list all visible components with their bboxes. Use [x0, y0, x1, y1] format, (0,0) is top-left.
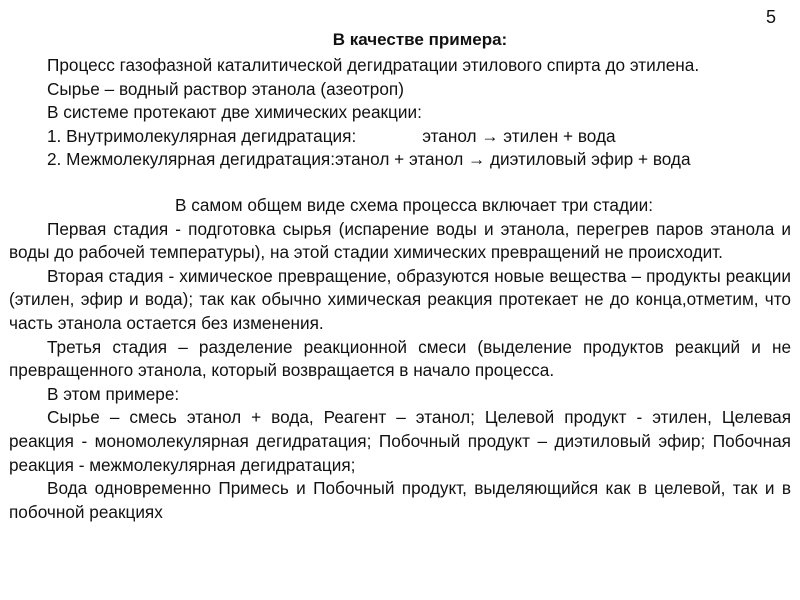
intro-process-paragraph: Процесс газофазной каталитической дегидратации этилового спирта до этилена. — [47, 55, 700, 75]
stages-intro-paragraph: В самом общем виде схема процесса включает три стадии: — [175, 194, 653, 215]
stage-1-paragraph: Первая стадия - подготовка сырья (испарение воды и этанола, перегрев паров этанола и воды до рабочей температуры), на этой стадии химических превращений не происходит. — [9, 218, 791, 263]
reaction-2 — [9, 148, 791, 172]
water-note-paragraph: Вода одновременно Примесь и Побочный продукт, выделяющийся как в целевой, так и в побочной реакциях — [9, 478, 791, 522]
reaction-1-equation: этанол → этилен + вода — [422, 125, 616, 146]
stage-2-paragraph: Вторая стадия - химическое превращение, образуются новые вещества – продукты реакции (этилен, эфир и вода); так как обычно химическая реакция протекает не до конца,отметим, что часть этанола остается без изменения. — [9, 265, 791, 333]
example-details-paragraph: Сырье – смесь этанол + вода, Реагент – этанол; Целевой продукт - этилен, Целевая реакция - мономолекулярная дегидратация; Побочный продукт – диэтиловый эфир; Побочная реакция - межмолекулярная дегидратация; — [9, 407, 791, 475]
reaction-2-equation: этанол + этанол → диэтиловый эфир + вода — [335, 149, 691, 170]
spacer — [9, 172, 791, 194]
example-intro-paragraph: В этом примере: — [47, 383, 180, 404]
stage-3-paragraph: Третья стадия – разделение реакционной смеси (выделение продуктов реакций и не превращенного этанола, который возвращается в начало процесса. — [9, 336, 791, 381]
reaction-2-label: 2. Межмолекулярная дегидратация: — [47, 149, 336, 170]
page-number: 5 — [765, 7, 776, 27]
reaction-1 — [9, 125, 791, 149]
reactions-intro-paragraph: В системе протекают две химических реакции: — [47, 102, 422, 123]
slide-heading: В качестве примера: — [332, 30, 508, 49]
raw-material-paragraph: Сырье – водный раствор этанола (азеотроп) — [47, 78, 404, 99]
reaction-1-label: 1. Внутримолекулярная дегидратация: — [47, 125, 357, 146]
slide-body — [9, 54, 791, 524]
